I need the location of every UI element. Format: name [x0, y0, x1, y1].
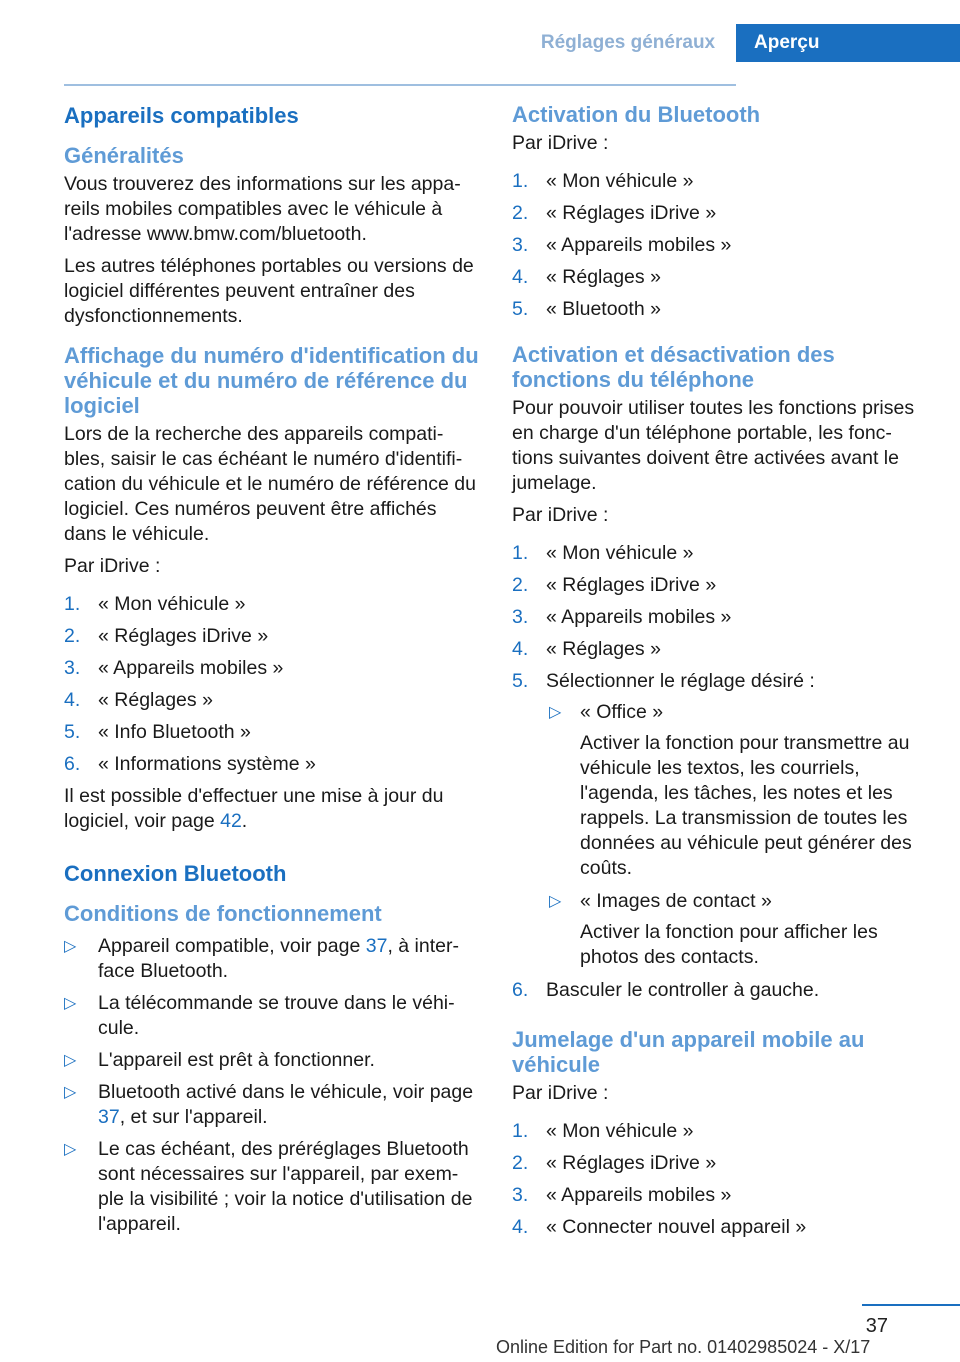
- step-item: [512, 201, 932, 226]
- paragraph: Lors de la recherche des appareils compati-bles, saisir le cas échéant le numéro d'identifi-cation du véhicule et le numéro de référence du logiciel. Ces numéros peuvent être affichés dans le véhicule.: [64, 423, 476, 545]
- step-text: « Bluetooth »: [546, 298, 661, 320]
- list-item: [64, 991, 482, 1041]
- step-number: 3.: [512, 1184, 529, 1206]
- step-text: « Info Bluetooth »: [98, 721, 251, 743]
- step-number: 3.: [512, 234, 529, 256]
- paragraph: Les autres téléphones portables ou versions de logiciel différentes peuvent entraîner des dysfonctionnements.: [64, 255, 474, 327]
- option-title: « Office »: [580, 701, 664, 723]
- paragraph: Vous trouverez des informations sur les appa-reils mobiles compatibles avec le véhicule à l'adresse www.bmw.com/bluetooth.: [64, 173, 461, 245]
- step-item: [512, 1151, 932, 1176]
- text: , à inter-face Bluetooth.: [98, 935, 459, 982]
- step-number: 3.: [512, 606, 529, 628]
- step-text: « Mon véhicule »: [546, 170, 694, 192]
- list-item: [64, 1048, 482, 1073]
- text: Le cas échéant, des préréglages Bluetooth sont nécessaires sur l'appareil, par exem-ple la visibilité ; voir la notice d'utilisation de l'appareil.: [98, 1138, 473, 1235]
- list-item: [546, 889, 932, 970]
- step-number: 2.: [512, 202, 529, 224]
- text: Bluetooth activé dans le véhicule, voir page: [98, 1081, 474, 1103]
- heading-bluetooth-activation: Activation du Bluetooth: [512, 102, 761, 127]
- step-number: 5.: [512, 298, 529, 320]
- step-number: 4.: [512, 638, 529, 660]
- step-item: [512, 605, 932, 630]
- step-item: [512, 169, 932, 194]
- list-item: [546, 700, 932, 881]
- step-item: [512, 669, 932, 970]
- paragraph: Par iDrive :: [512, 132, 609, 154]
- step-text: « Mon véhicule »: [546, 542, 694, 564]
- step-list: [512, 541, 932, 1003]
- step-number: 2.: [512, 574, 529, 596]
- step-item: [512, 978, 932, 1003]
- step-text: Basculer le controller à gauche.: [546, 979, 820, 1001]
- step-text: « Réglages iDrive »: [546, 202, 717, 224]
- step-item: [64, 656, 482, 681]
- heading-general: Généralités: [64, 143, 184, 168]
- step-text: « Informations système »: [98, 753, 316, 775]
- step-text: « Réglages iDrive »: [98, 625, 269, 647]
- triangle-bullet-icon: ▷: [549, 893, 562, 910]
- step-list: [512, 169, 932, 322]
- heading-operating-conditions: Conditions de fonctionnement: [64, 901, 382, 926]
- step-number: 3.: [64, 657, 81, 679]
- step-text: « Réglages »: [546, 638, 661, 660]
- text: , et sur l'appareil.: [119, 1106, 268, 1128]
- step-number: 2.: [512, 1152, 529, 1174]
- heading-display-numbers: Affichage du numéro d'identification du véhicule et du numéro de référence du logiciel: [64, 343, 479, 418]
- triangle-bullet-icon: ▷: [64, 938, 77, 955]
- step-number: 1.: [512, 170, 529, 192]
- step-item: [64, 688, 482, 713]
- triangle-bullet-icon: ▷: [64, 995, 77, 1012]
- option-description: Activer la fonction pour transmettre au véhicule les textos, les courriels, l'agenda, les tâches, les notes et les rappels. La transmission de toutes les données au véhicule peut générer des coûts.: [580, 732, 912, 879]
- step-number: 5.: [64, 721, 81, 743]
- step-text: « Connecter nouvel appareil »: [546, 1216, 807, 1238]
- list-item: [64, 1137, 482, 1237]
- text: La télécommande se trouve dans le véhi-cule.: [98, 992, 455, 1039]
- paragraph: Pour pouvoir utiliser toutes les fonctions prises en charge d'un téléphone portable, les fonc-tions suivantes doivent être activées avant le jumelage.: [512, 397, 915, 494]
- paragraph: Par iDrive :: [512, 1082, 609, 1104]
- text: L'appareil est prêt à fonctionner.: [98, 1049, 375, 1071]
- page-link-37[interactable]: 37: [98, 1106, 120, 1128]
- left-column: [64, 100, 482, 1244]
- text: Il est possible d'effectuer une mise à jour du logiciel, voir page: [64, 785, 444, 832]
- heading-bluetooth-connection: Connexion Bluetooth: [64, 861, 287, 886]
- option-description: Activer la fonction pour afficher les photos des contacts.: [580, 921, 878, 968]
- step-item: [512, 1119, 932, 1144]
- option-title: « Images de contact »: [580, 890, 772, 912]
- header-active-tab: Aperçu: [736, 24, 960, 62]
- setting-options-list: [546, 700, 932, 970]
- step-item: [512, 1215, 932, 1240]
- step-item: [512, 541, 932, 566]
- page-link-37[interactable]: 37: [365, 935, 388, 957]
- triangle-bullet-icon: ▷: [64, 1084, 77, 1101]
- page-number: 37: [865, 1315, 888, 1337]
- step-text: « Appareils mobiles »: [98, 657, 284, 679]
- step-text: « Mon véhicule »: [98, 593, 246, 615]
- step-item: [512, 265, 932, 290]
- step-text: « Mon véhicule »: [546, 1120, 694, 1142]
- paragraph: [64, 784, 482, 834]
- triangle-bullet-icon: ▷: [549, 704, 562, 721]
- text: Appareil compatible, voir page: [98, 935, 366, 957]
- heading-phone-functions: Activation et désactivation des fonctions du téléphone: [512, 342, 835, 392]
- step-number: 5.: [512, 670, 529, 692]
- step-number: 2.: [64, 625, 81, 647]
- paragraph: Par iDrive :: [512, 504, 609, 526]
- edition-footer: Online Edition for Part no. 01402985024 - X/17: [496, 1337, 871, 1357]
- step-number: 4.: [512, 266, 529, 288]
- text: .: [241, 810, 248, 832]
- step-text: « Appareils mobiles »: [546, 606, 732, 628]
- step-number: 1.: [512, 1120, 529, 1142]
- step-list: [512, 1119, 932, 1240]
- triangle-bullet-icon: ▷: [64, 1141, 77, 1158]
- step-item: [512, 573, 932, 598]
- page-header: [0, 24, 960, 62]
- step-number: 1.: [64, 593, 81, 615]
- step-item: [64, 624, 482, 649]
- heading-compatible-devices: Appareils compatibles: [64, 103, 299, 128]
- step-text: « Appareils mobiles »: [546, 1184, 732, 1206]
- step-text: « Appareils mobiles »: [546, 234, 732, 256]
- step-text: « Réglages »: [98, 689, 213, 711]
- step-item: [64, 720, 482, 745]
- step-number: 4.: [512, 1216, 529, 1238]
- page-link-42[interactable]: 42: [220, 810, 242, 832]
- step-text: « Réglages iDrive »: [546, 574, 717, 596]
- heading-pairing: Jumelage d'un appareil mobile au véhicule: [512, 1027, 865, 1077]
- list-item: [64, 934, 482, 984]
- triangle-bullet-icon: ▷: [64, 1052, 77, 1069]
- step-number: 6.: [64, 753, 81, 775]
- header-rule: [64, 84, 736, 86]
- step-text: Sélectionner le réglage désiré :: [546, 670, 815, 692]
- step-number: 1.: [512, 542, 529, 564]
- step-list: [64, 592, 482, 777]
- step-number: 6.: [512, 979, 529, 1001]
- right-column: [512, 100, 932, 1247]
- step-item: [512, 637, 932, 662]
- list-item: [64, 1080, 482, 1130]
- step-item: [512, 233, 932, 258]
- step-item: [64, 752, 482, 777]
- step-item: [512, 1183, 932, 1208]
- footer-rule: [862, 1304, 960, 1306]
- step-item: [64, 592, 482, 617]
- paragraph: Par iDrive :: [64, 555, 161, 577]
- step-text: « Réglages iDrive »: [546, 1152, 717, 1174]
- condition-list: [64, 934, 482, 1237]
- step-number: 4.: [64, 689, 81, 711]
- step-item: [512, 297, 932, 322]
- header-section-title: Réglages généraux: [540, 32, 716, 53]
- step-text: « Réglages »: [546, 266, 661, 288]
